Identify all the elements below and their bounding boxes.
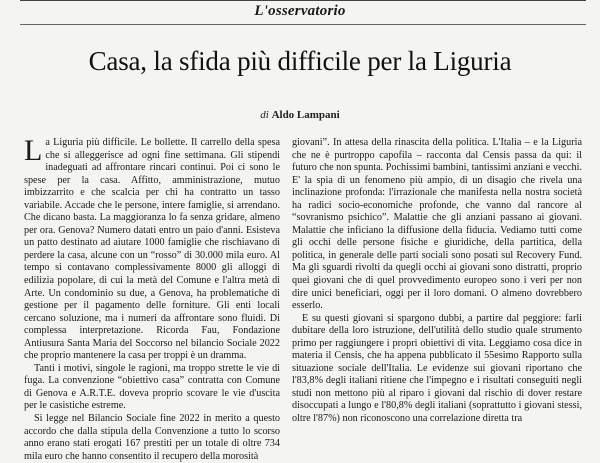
paragraph: Tanti i motivi, singole le ragioni, ma troppo strette le vie di fuga. La convenzione “obiettivo casa” contratta con Comune di Genova e A.R.T.E. doveva proprio scovare le vie d'uscita per le casistiche estreme. <box>24 362 280 412</box>
paragraph: E su questi giovani si spargono dubbi, a partire dal peggiore: farli dubitare della loro istruzione, dell'utilità dello studio quale strumento primo per raggiungere i propri obiettivi di vita. Leggiamo cosa dice in materia il Censis, che ha appena pubblicato il 55esimo Rapporto sulla situazione sociale dell'Italia. Le evidenze sui giovani riportano che l'83,8% degli italiani ritiene che l'impegno e i risultati conseguiti negli studi non mettono più al riparo i giovani dal rischio di dover restare disoccupati a lungo e l'80,8% degli italiani (soprattutto i giovani stessi, oltre l'87%) non riconoscono una correlazione diretta tra <box>292 312 582 425</box>
paragraph-text: a Liguria più difficile. Le bollette. Il carrello della spesa che si alleggerisce ad ogni fine settimana. Gli stipendi inadeguati ad affrontare rincari continui. Poi ci sono le spese per la casa. Affitto, amministrazione, mutuo imbizzarrito e che scalcia per chi ha contratto un tasso variabile. Accade che le persone, intere famiglie, si arrendano. Che dicano basta. La maggioranza lo fa senza gridare, almeno per ora. Genova? Numero datati entro un paio d'anni. Esisteva un patto destinato ad aiutare 1000 famiglie che rischiavano di perdere la casa, alcune con un “rosso” di 30.000 mila euro. Al tempo si contavano complessivamente 8000 gli alloggi di edilizia popolare, di cui la metà del Comune e l'altra metà di Arte. Un condominio su due, a Genova, ha problematiche di gestione per il pagamento delle forniture. Gli enti locali cercano soluzione, ma i numeri da affrontare sono fluidi. Di complessa interpretazione. Ricorda Fau, Fondazione Antiusura Santa Maria del Soccorso nel bilancio Sociale 2022 che proprio mantenere la casa per troppi è un dramma. <box>24 137 280 362</box>
article-headline: Casa, la sfida più difficile per la Liguria <box>88 46 512 76</box>
byline <box>0 109 600 121</box>
article-column-left <box>24 134 280 462</box>
rubric-top-divider <box>20 0 586 1</box>
article-column-right <box>292 137 582 424</box>
drop-cap: L <box>24 134 43 167</box>
rubric-divider <box>20 24 586 25</box>
paragraph: Si legge nel Bilancio Sociale fine 2022 in merito a questo accordo che dalla stipula della Convenzione a tutto lo scorso anno erano stati erogati 167 prestiti per un totale di oltre 734 mila euro che hanno consentito il recupero della morosità <box>24 413 280 462</box>
section-rubric: L'osservatorio <box>254 3 346 19</box>
paragraph: giovani”. In attesa della rinascita della politica. L'Italia – e la Liguria che ne è purtroppo capofila – racconta dal Censis passa da qui: il futuro che non spunta. Pochissimi bambini, tantissimi anziani e vecchi. E' la spia di un fenomeno più ampio, di un disagio che rivela una inclinazione profonda: l'irrazionale che manifesta nella nostra società ha radici socio-economiche profonde, che vanno dal rancore al “sovranismo psichico”. Malattie che gli anziani passano ai giovani. Malattie che inficiano la diffusione della fiducia. Vediamo tutti come gli occhi delle persone fisiche e giuridiche, della partitica, della politica, in generale delle parti sociali sono posati sul Recovery Fund. Ma gli sguardi rivolti da quegli occhi ai giovani sono distratti, proprio quei giovani che di quel provvedimento europeo sono i veri per non dire unici beneficiari, oggi per il loro domani. O almeno dovrebbero esserlo. <box>292 137 582 312</box>
byline-prefix: di <box>260 109 269 121</box>
paragraph <box>24 134 280 363</box>
byline-author: Aldo Lampani <box>271 109 340 121</box>
